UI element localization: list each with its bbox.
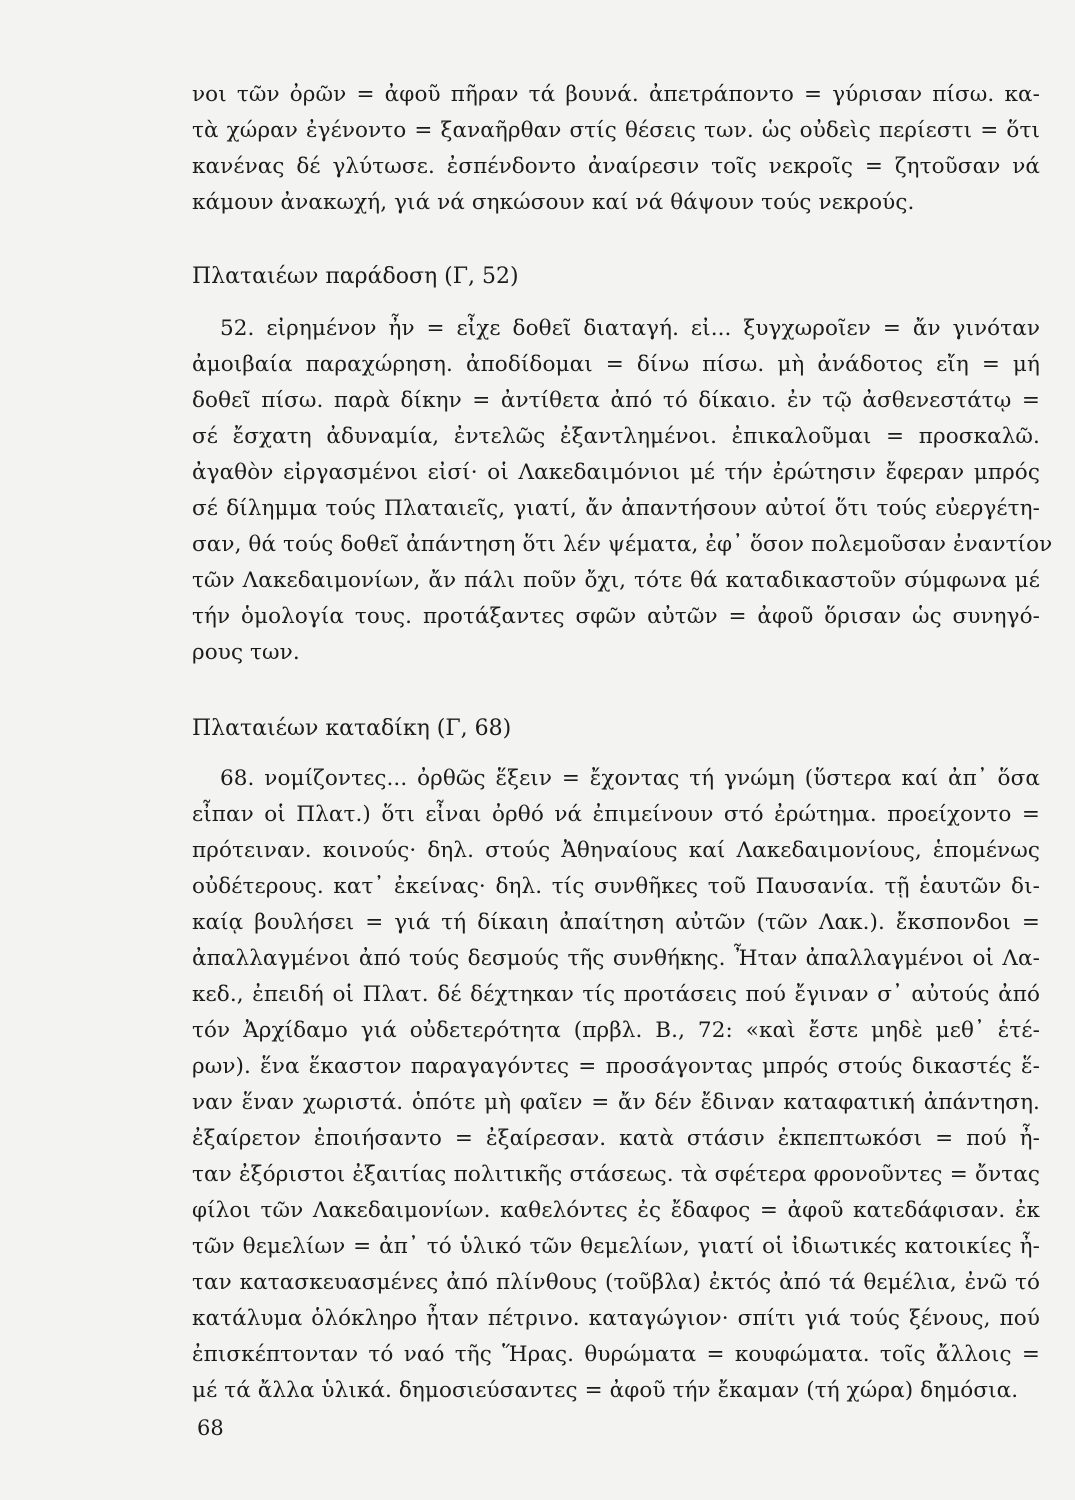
text-line: τήν ὁμολογία τους. προτάξαντες σφῶν αὐτῶν = ἀφοῦ ὅρισαν ὡς συνηγό-	[192, 604, 1040, 629]
text-line: ταν ἐξόριστοι ἐξαιτίας πολιτικῆς στάσεως. τὰ σφέτερα φρονοῦντες = ὄντας	[192, 1162, 1040, 1187]
text-line: οὐδέτερους. κατ᾽ ἐκείνας· δηλ. τίς συνθῆκες τοῦ Παυσανία. τῇ ἑαυτῶν δι-	[192, 874, 1040, 899]
text-line: κανένας δέ γλύτωσε. ἐσπένδοντο ἀναίρεσιν τοῖς νεκροῖς = ζητοῦσαν νά	[192, 154, 1040, 179]
text-line: κάμουν ἀνακωχή, γιά νά σηκώσουν καί νά θάψουν τούς νεκρούς.	[192, 190, 915, 215]
text-line: νοι τῶν ὀρῶν = ἀφοῦ πῆραν τά βουνά. ἀπετράποντο = γύρισαν πίσω. κα-	[192, 82, 1040, 107]
text-line: 68. νομίζοντες... ὀρθῶς ἕξειν = ἔχοντας τή γνώμη (ὕστερα καί ἀπ᾽ ὅσα	[220, 766, 1040, 791]
text-line: φίλοι τῶν Λακεδαιμονίων. καθελόντες ἐς ἔδαφος = ἀφοῦ κατεδάφισαν. ἐκ	[192, 1198, 1040, 1223]
text-line: ρων). ἕνα ἕκαστον παραγαγόντες = προσάγοντας μπρός στούς δικαστές ἕ-	[192, 1054, 1040, 1079]
text-line: εἶπαν οἱ Πλατ.) ὅτι εἶναι ὀρθό νά ἐπιμείνουν στό ἐρώτημα. προείχοντο =	[192, 802, 1040, 827]
text-line: σαν, θά τούς δοθεῖ ἀπάντηση ὅτι λέν ψέματα, ἐφ᾽ ὅσον πολεμοῦσαν ἐναντίον	[192, 532, 1053, 557]
text-line: τῶν θεμελίων = ἀπ᾽ τό ὑλικό τῶν θεμελίων, γιατί οἱ ἰδιωτικές κατοικίες ἦ-	[192, 1234, 1040, 1259]
text-line: σέ δίλημμα τούς Πλαταιεῖς, γιατί, ἄν ἀπαντήσουν αὐτοί ὅτι τούς εὐεργέτη-	[192, 496, 1040, 521]
text-line: κατάλυμα ὁλόκληρο ἦταν πέτρινο. καταγώγιον· σπίτι γιά τούς ξένους, πού	[192, 1306, 1040, 1331]
text-line: τῶν Λακεδαιμονίων, ἄν πάλι ποῦν ὄχι, τότε θά καταδικαστοῦν σύμφωνα μέ	[192, 568, 1040, 593]
text-line: ταν κατασκευασμένες ἀπό πλίνθους (τοῦβλα) ἐκτός ἀπό τά θεμέλια, ἐνῶ τό	[192, 1270, 1040, 1295]
text-line: μέ τά ἄλλα ὑλικά. δημοσιεύσαντες = ἀφοῦ τήν ἔκαμαν (τή χώρα) δημόσια.	[192, 1378, 1019, 1403]
text-line: ναν ἕναν χωριστά. ὁπότε μὴ φαῖεν = ἄν δέν ἔδιναν καταφατική ἀπάντηση.	[192, 1090, 1040, 1115]
text-line: καίᾳ βουλήσει = γιά τή δίκαιη ἀπαίτηση αὐτῶν (τῶν Λακ.). ἔκσπονδοι =	[192, 910, 1040, 935]
text-line: σέ ἔσχατη ἀδυναμία, ἐντελῶς ἐξαντλημένοι. ἐπικαλοῦμαι = προσκαλῶ.	[192, 424, 1040, 449]
section-heading: Πλαταιέων καταδίκη (Γ, 68)	[192, 716, 512, 741]
section-heading: Πλαταιέων παράδοση (Γ, 52)	[192, 264, 519, 289]
text-line: ἀπαλλαγμένοι ἀπό τούς δεσμούς τῆς συνθήκης. Ἦταν ἀπαλλαγμένοι οἱ Λα-	[192, 946, 1040, 971]
text-line: ἀγαθὸν εἰργασμένοι εἰσί· οἱ Λακεδαιμόνιοι μέ τήν ἐρώτησιν ἔφεραν μπρός	[192, 460, 1040, 485]
text-line: ἐπισκέπτονταν τό ναό τῆς Ἥρας. θυρώματα = κουφώματα. τοῖς ἄλλοις =	[192, 1342, 1040, 1367]
text-line: ρους των.	[192, 640, 300, 665]
text-line: ἐξαίρετον ἐποιήσαντο = ἐξαίρεσαν. κατὰ στάσιν ἐκπεπτωκόσι = πού ἦ-	[192, 1126, 1040, 1151]
text-line: 52. εἰρημένον ἦν = εἶχε δοθεῖ διαταγή. εἰ... ξυγχωροῖεν = ἄν γινόταν	[220, 316, 1040, 341]
page-number: 68	[197, 1416, 224, 1440]
text-line: κεδ., ἐπειδή οἱ Πλατ. δέ δέχτηκαν τίς προτάσεις πού ἔγιναν σ᾽ αὐτούς ἀπό	[192, 982, 1040, 1007]
text-line: τὰ χώραν ἐγένοντο = ξαναῆρθαν στίς θέσεις των. ὡς οὐδεὶς περίεστι = ὅτι	[192, 118, 1040, 143]
text-line: πρότειναν. κοινούς· δηλ. στούς Ἀθηναίους καί Λακεδαιμονίους, ἑπομένως	[192, 838, 1040, 863]
text-line: δοθεῖ πίσω. παρὰ δίκην = ἀντίθετα ἀπό τό δίκαιο. ἐν τῷ ἀσθενεστάτῳ =	[192, 388, 1040, 413]
text-line: τόν Ἀρχίδαμο γιά οὐδετερότητα (πρβλ. Β., 72: «καὶ ἔστε μηδὲ μεθ᾽ ἑτέ-	[192, 1018, 1040, 1043]
text-line: ἀμοιβαία παραχώρηση. ἀποδίδομαι = δίνω πίσω. μὴ ἀνάδοτος εἴη = μή	[192, 352, 1040, 377]
